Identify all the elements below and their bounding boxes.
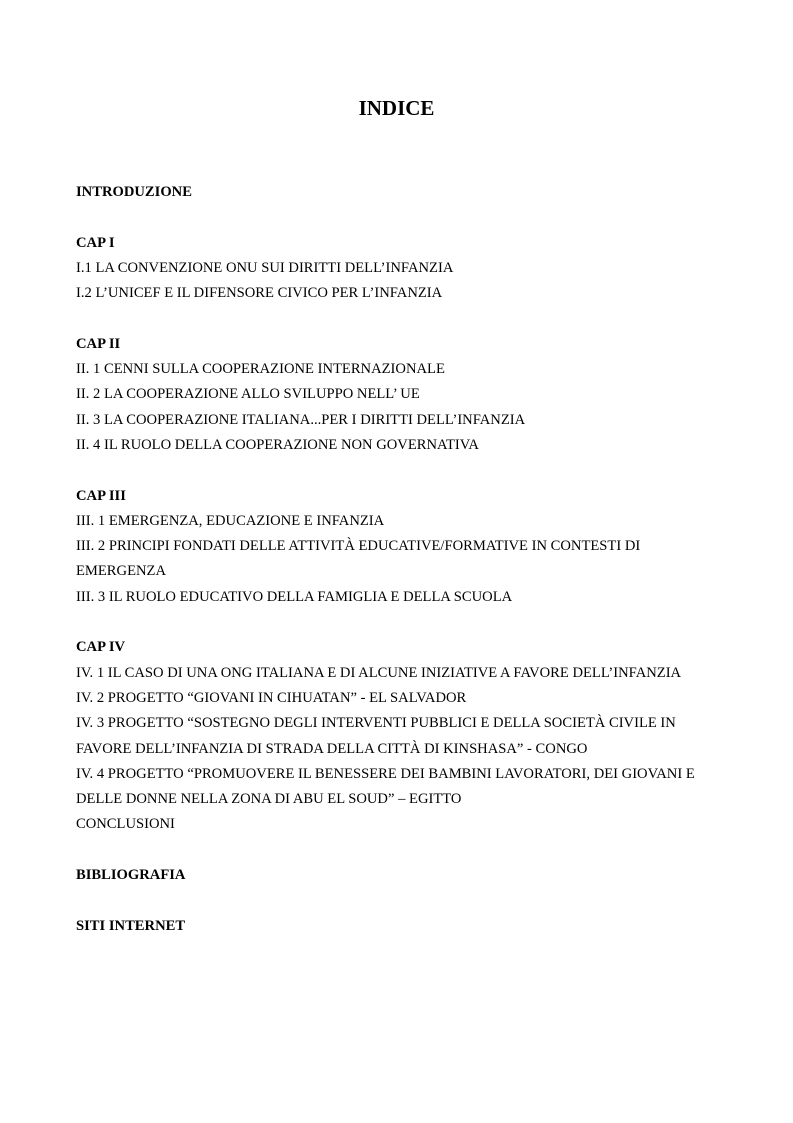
cap4-item-4-continued: DELLE DONNE NELLA ZONA DI ABU EL SOUD” – EGITTO [76, 791, 462, 808]
table-of-contents [76, 180, 726, 939]
cap3-heading: CAP III [76, 487, 126, 504]
spacer [76, 306, 726, 331]
spacer [76, 458, 726, 483]
cap4-item-3-continued: FAVORE DELL’INFANZIA DI STRADA DELLA CITTÀ DI KINSHASA” - CONGO [76, 740, 588, 757]
cap1-item-2: I.2 L’UNICEF E IL DIFENSORE CIVICO PER L’INFANZIA [76, 285, 443, 302]
cap2-item-4: II. 4 IL RUOLO DELLA COOPERAZIONE NON GOVERNATIVA [76, 436, 479, 453]
cap4-item-3: IV. 3 PROGETTO “SOSTEGNO DEGLI INTERVENTI PUBBLICI E DELLA SOCIETÀ CIVILE IN [76, 715, 676, 732]
spacer [76, 838, 726, 863]
cap1-heading: CAP I [76, 234, 115, 251]
cap2-item-2: II. 2 LA COOPERAZIONE ALLO SVILUPPO NELL’ UE [76, 386, 420, 403]
cap3-item-2-continued: EMERGENZA [76, 563, 166, 580]
toc-introduction: INTRODUZIONE [76, 184, 192, 200]
cap3-item-2: III. 2 PRINCIPI FONDATI DELLE ATTIVITÀ EDUCATIVE/FORMATIVE IN CONTESTI DI [76, 538, 641, 555]
cap4-item-2: IV. 2 PROGETTO “GIOVANI IN CIHUATAN” - EL SALVADOR [76, 689, 467, 706]
cap3-item-3: III. 3 IL RUOLO EDUCATIVO DELLA FAMIGLIA E DELLA SCUOLA [76, 588, 513, 605]
cap3-item-1: III. 1 EMERGENZA, EDUCAZIONE E INFANZIA [76, 512, 385, 529]
cap1-item-1: I.1 LA CONVENZIONE ONU SUI DIRITTI DELL’INFANZIA [76, 259, 454, 276]
spacer [76, 610, 726, 635]
spacer [76, 888, 726, 913]
toc-conclusions: CONCLUSIONI [76, 816, 175, 833]
cap4-item-1: IV. 1 IL CASO DI UNA ONG ITALIANA E DI ALCUNE INIZIATIVE A FAVORE DELL’INFANZIA [76, 664, 682, 681]
cap4-item-4: IV. 4 PROGETTO “PROMUOVERE IL BENESSERE DEI BAMBINI LAVORATORI, DEI GIOVANI E [76, 765, 695, 782]
spacer [76, 205, 726, 230]
toc-websites: SITI INTERNET [76, 917, 186, 934]
cap4-heading: CAP IV [76, 639, 126, 656]
toc-bibliography: BIBLIOGRAFIA [76, 867, 186, 884]
cap2-item-1: II. 1 CENNI SULLA COOPERAZIONE INTERNAZIONALE [76, 361, 445, 378]
cap2-item-3: II. 3 LA COOPERAZIONE ITALIANA...PER I DIRITTI DELL’INFANZIA [76, 411, 526, 428]
page-title: INDICE [358, 96, 435, 120]
cap2-heading: CAP II [76, 335, 121, 352]
